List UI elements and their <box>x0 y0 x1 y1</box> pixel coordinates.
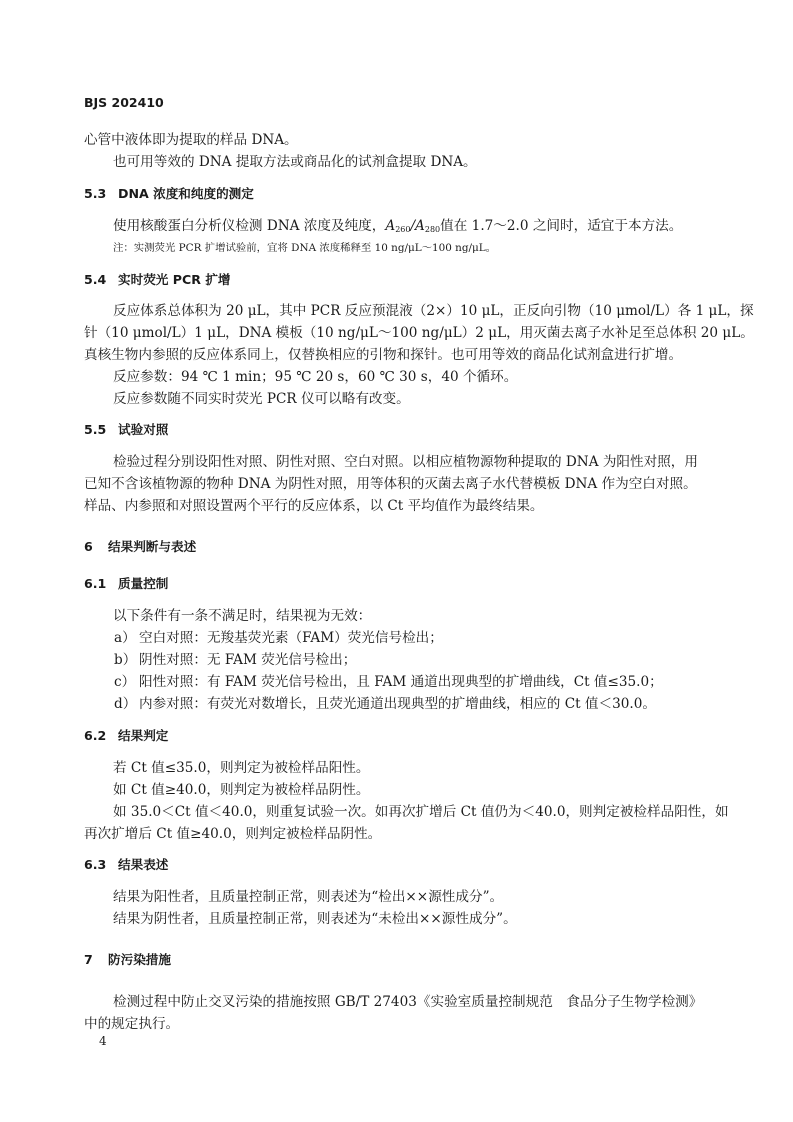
section-heading-5-4 <box>84 271 231 289</box>
paragraph-line: 已知不含该植物源的物种 DNA 为阴性对照，用等体积的灭菌去离子水代替模板 DNA 作为空白对照。 <box>84 476 697 492</box>
list-item <box>114 651 356 669</box>
paragraph-line: 若 Ct 值≤35.0，则判定为被检样品阳性。 <box>113 760 370 776</box>
text-run: 值在 1.7～2.0 之间时，适宜于本方法。 <box>440 218 683 234</box>
paragraph-line: 反应参数随不同实时荧光 PCR 仪可以略有改变。 <box>113 391 410 407</box>
paragraph-line: 结果为阴性者，且质量控制正常，则表述为“未检出××源性成分”。 <box>113 911 517 927</box>
section-title: 试验对照 <box>118 422 169 437</box>
section-title: 结果判定 <box>118 728 169 743</box>
paragraph-line: 再次扩增后 Ct 值≥40.0，则判定被检样品阴性。 <box>84 826 382 842</box>
paragraph-line: 样品、内参照和对照设置两个平行的反应体系，以 Ct 平均值作为最终结果。 <box>84 498 544 514</box>
section-number: 6.2 <box>84 728 107 743</box>
paragraph-line: 如 Ct 值≥40.0，则判定为被检样品阴性。 <box>113 782 370 798</box>
paragraph-line: 检测过程中防止交叉污染的措施按照 GB/T 27403《实验室质量控制规范 食品分子生物学检测》 <box>113 994 703 1010</box>
section-number: 6 <box>84 539 93 554</box>
section-number: 5.4 <box>84 272 107 287</box>
section-heading-5-3 <box>84 185 254 203</box>
wavelength-subscript: 260 <box>395 225 411 234</box>
list-item-text: 空白对照：无羧基荧光素（FAM）荧光信号检出； <box>139 630 443 646</box>
section-title: 结果表述 <box>118 857 169 872</box>
paragraph-line: 针（10 μmol/L）1 μL，DNA 模板（10 ng/μL～100 ng/μL）2 μL，用灭菌去离子水补足至总体积 20 μL。 <box>84 325 754 341</box>
note: 注：实测荧光 PCR 扩增试验前，宜将 DNA 浓度稀释至 10 ng/μL～100 ng/μL。 <box>113 242 497 254</box>
section-title: 质量控制 <box>118 576 169 591</box>
section-title: 结果判断与表述 <box>108 539 197 554</box>
page-number: 4 <box>99 1034 107 1048</box>
paragraph-line: 中的规定执行。 <box>84 1016 180 1032</box>
list-marker: a） <box>114 630 136 646</box>
section-number: 6.1 <box>84 576 107 591</box>
section-number: 5.5 <box>84 422 107 437</box>
paragraph-line: 反应参数：94 ℃ 1 min；95 ℃ 20 s，60 ℃ 30 s，40 个循环。 <box>113 369 518 385</box>
paragraph-line: 检验过程分别设阳性对照、阴性对照、空白对照。以相应植物源物种提取的 DNA 为阳性对照，用 <box>113 454 698 470</box>
paragraph-line: 反应体系总体积为 20 μL，其中 PCR 反应预混液（2×）10 μL，正反向引物（10 μmol/L）各 1 μL，探 <box>113 303 754 319</box>
section-title: 防污染措施 <box>108 952 171 967</box>
section-number: 6.3 <box>84 857 107 872</box>
list-item <box>114 673 663 691</box>
absorbance-symbol: A <box>385 218 396 234</box>
text-run: 使用核酸蛋白分析仪检测 DNA 浓度及纯度， <box>113 218 386 234</box>
section-heading-7 <box>84 951 171 969</box>
list-marker: b） <box>114 652 137 668</box>
list-marker: d） <box>114 696 137 712</box>
list-item <box>114 695 656 713</box>
section-title: DNA 浓度和纯度的测定 <box>118 186 254 201</box>
section-heading-6-3 <box>84 856 168 874</box>
document-code: BJS 202410 <box>84 95 164 110</box>
paragraph-line: 真核生物内参照的反应体系同上，仅替换相应的引物和探针。也可用等效的商品化试剂盒进行扩增。 <box>84 347 683 363</box>
paragraph-line: 以下条件有一条不满足时，结果视为无效： <box>113 608 372 624</box>
section-heading-6-2 <box>84 727 168 745</box>
absorbance-symbol: /A <box>410 218 425 234</box>
paragraph-line: 也可用等效的 DNA 提取方法或商品化的试剂盒提取 DNA。 <box>113 154 477 170</box>
list-item-text: 内参对照：有荧光对数增长，且荧光通道出现典型的扩增曲线，相应的 Ct 值＜30.0。 <box>139 696 656 712</box>
wavelength-subscript: 280 <box>424 225 441 234</box>
paragraph-line <box>113 217 682 239</box>
section-heading-6-1 <box>84 575 168 593</box>
section-heading-6 <box>84 538 196 556</box>
list-item-text: 阳性对照：有 FAM 荧光信号检出，且 FAM 通道出现典型的扩增曲线，Ct 值≤35.0； <box>139 674 663 690</box>
section-number: 5.3 <box>84 186 107 201</box>
paragraph-line: 结果为阳性者，且质量控制正常，则表述为“检出××源性成分”。 <box>113 889 504 905</box>
list-item <box>114 629 443 647</box>
list-item-text: 阴性对照：无 FAM 荧光信号检出； <box>139 652 357 668</box>
section-heading-5-5 <box>84 421 168 439</box>
paragraph-line: 如 35.0＜Ct 值＜40.0，则重复试验一次。如再次扩增后 Ct 值仍为＜40.0，则判定被检样品阳性，如 <box>113 804 729 820</box>
paragraph-line: 心管中液体即为提取的样品 DNA。 <box>84 132 298 148</box>
section-title: 实时荧光 PCR 扩增 <box>118 272 231 287</box>
section-number: 7 <box>84 952 93 967</box>
list-marker: c） <box>114 674 136 690</box>
